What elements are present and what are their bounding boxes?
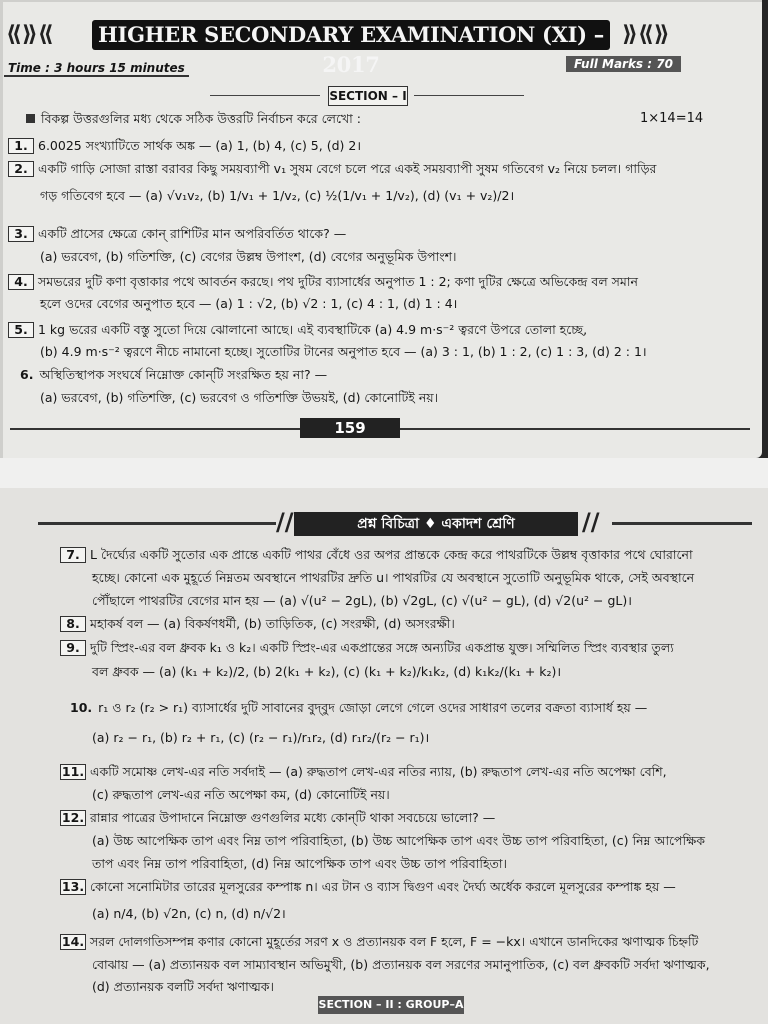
question-5: 5. 1 kg ভরের একটি বস্তু সুতো দিয়ে ঝোলানো আছে। এই ব্যবস্থাটিকে (a) 4.9 m·s⁻² ত্বরণে উপরে তোলা হচ্ছে, xyxy=(8,318,587,341)
question-5-options: (b) 4.9 m·s⁻² ত্বরণে নীচে নামানো হচ্ছে। সুতোটির টানের অনুপাত হবে — (a) 3 : 1, (b) 1 : 2, (c) 1 : 3, (d) 2 : 1। xyxy=(40,344,647,359)
question-7-line2: হচ্ছে। কোনো এক মুহূর্তে নিম্নতম অবস্থানে পাথরটির দ্রুতি u। পাথরটির যে অবস্থানে সুতোটি অনুভূমিক থাকে, সেই অবস্থানে xyxy=(92,570,695,585)
question-8: 8. মহাকর্ষ বল — (a) বিকর্ষণধর্মী, (b) তাড়িতিক, (c) সংরক্ষী, (d) অসংরক্ষী। xyxy=(60,612,455,635)
question-1: 1. 6.0025 সংখ্যাটিতে সার্থক অঙ্ক — (a) 1, (b) 4, (c) 5, (d) 2। xyxy=(8,134,361,157)
question-14: 14. সরল দোলগতিসম্পন্ন কণার কোনো মুহূর্তের সরণ x ও প্রত্যানয়ক বল F হলে, F = −kx। এখানে ডানদিকের ঋণাত্মক চিহ্নটি xyxy=(61,934,699,949)
question-6: 6. অস্থিতিস্থাপক সংঘর্ষে নিম্নোক্ত কোন্‌টি সংরক্ষিত হয় না? — xyxy=(20,367,328,382)
book-header: প্রশ্ন বিচিত্রা ♦ একাদশ শ্রেণি xyxy=(294,512,578,536)
question-7-options: পৌঁছালে পাথরটির বেগের মান হয় — (a) √(u² − 2gL), (b) √2gL, (c) √(u² − gL), (d) √2(u² − gL)। xyxy=(92,593,632,608)
question-3: 3. একটি প্রাসের ক্ষেত্রে কোন্ রাশিটির মান অপরিবর্তিত থাকে? — xyxy=(8,222,346,245)
ornament-right-icon: ⟫⟪⟫ xyxy=(622,22,670,47)
question-14-line2: বোঝায় — (a) প্রত্যানয়ক বল সাম্যাবস্থান অভিমুখী, (b) প্রত্যানয়ক বল সরণের সমানুপাতিক, (c) বল ধ্রুবকটি সর্বদা ঋণাত্মক, xyxy=(92,957,710,972)
question-9-options: বল ধ্রুবক — (a) (k₁ + k₂)/2, (b) 2(k₁ + k₂), (c) (k₁ + k₂)/k₁k₂, (d) k₁k₂/(k₁ + k₂)। xyxy=(92,664,562,679)
page-number-rule xyxy=(10,428,300,430)
question-3-options: (a) ভরবেগ, (b) গতিশক্তি, (c) বেগের উল্লম্ব উপাংশ, (d) বেগের অনুভূমিক উপাংশ। xyxy=(40,249,457,264)
full-marks-label: Full Marks : 70 xyxy=(566,56,681,72)
question-11-options: (c) রুদ্ধতাপ লেখ-এর নতি অপেক্ষা কম, (d) কোনোটিই নয়। xyxy=(92,787,390,802)
time-label: Time : 3 hours 15 minutes xyxy=(4,61,189,77)
question-14-line3: (d) প্রত্যানয়ক বলটি সর্বদা ঋণাত্মক। xyxy=(92,979,274,994)
question-13: 13. কোনো সনোমিটার তারের মূলসুরের কম্পাঙ্ক n। এর টান ও ব্যাস দ্বিগুণ এবং দৈর্ঘ্য অর্ধেক করলে মূলসুরের কম্পাঙ্ক হয় — xyxy=(61,879,676,894)
section-label: SECTION – I xyxy=(328,86,408,106)
question-12: 12. রান্নার পাত্রের উপাদানে নিম্নোক্ত গুণগুলির মধ্যে কোন্‌টি থাকা সবচেয়ে ভালো? — xyxy=(61,810,496,825)
slash-icon: // xyxy=(276,508,294,536)
ornament-left-icon: ⟪⟫⟪ xyxy=(6,22,54,47)
question-7: 7. L দৈর্ঘ্যের একটি সুতোর এক প্রান্তে একটি পাথর বেঁধে ওর অপর প্রান্তকে কেন্দ্র করে পাথরটিকে উল্লম্ব বৃত্তাকার পথে ঘোরানো xyxy=(60,543,693,566)
header-rule xyxy=(38,522,276,525)
exam-title: HIGHER SECONDARY EXAMINATION (XI) – 2017 xyxy=(92,20,610,50)
question-2: 2. একটি গাড়ি সোজা রাস্তা বরাবর কিছু সময়ব্যাপী v₁ সুষম বেগে চলে পরে একই সময়ব্যাপী সুষম গতিবেগ v₂ নিয়ে চলল। গাড়ির xyxy=(8,157,656,180)
question-12-line2: (a) উচ্চ আপেক্ষিক তাপ এবং নিম্ন তাপ পরিবাহিতা, (b) উচ্চ আপেক্ষিক তাপ এবং উচ্চ তাপ পরিবাহিতা, (c) নিম্ন আপেক্ষিক xyxy=(92,833,705,848)
question-11: 11. একটি সমোষ্ণ লেখ-এর নতি সর্বদাই — (a) রুদ্ধতাপ লেখ-এর নতির ন্যায়, (b) রুদ্ধতাপ লেখ-এর নতি অপেক্ষা বেশি, xyxy=(61,764,667,779)
question-10-options: (a) r₂ − r₁, (b) r₂ + r₁, (c) (r₂ − r₁)/r₁r₂, (d) r₁r₂/(r₂ − r₁)। xyxy=(92,730,430,745)
question-13-options: (a) n/4, (b) √2n, (c) n, (d) n/√2। xyxy=(92,906,286,921)
header-rule xyxy=(612,522,752,525)
divider xyxy=(210,95,320,96)
question-4-options: হলে ওদের বেগের অনুপাত হবে — (a) 1 : √2, (b) √2 : 1, (c) 4 : 1, (d) 1 : 4। xyxy=(40,296,458,311)
instruction: বিকল্প উত্তরগুলির মধ্য থেকে সঠিক উত্তরটি নির্বাচন করে লেখো : xyxy=(26,107,361,130)
question-4: 4. সমভরের দুটি কণা বৃত্তাকার পথে আবর্তন করছে। পথ দুটির ব্যাসার্ধের অনুপাত 1 : 2; কণা দুটির ক্ষেত্রে অভিকেন্দ্র বল সমান xyxy=(8,270,638,293)
page-gap xyxy=(0,458,768,488)
page-number-rule xyxy=(400,428,750,430)
question-12-line3: তাপ এবং নিম্ন তাপ পরিবাহিতা, (d) নিম্ন আপেক্ষিক তাপ এবং উচ্চ তাপ পরিবাহিতা। xyxy=(92,856,507,871)
marks-label: 1×14=14 xyxy=(640,111,704,126)
question-6-options: (a) ভরবেগ, (b) গতিশক্তি, (c) ভরবেগ ও গতিশক্তি উভয়ই, (d) কোনোটিই নয়। xyxy=(40,390,439,405)
question-2-options: গড় গতিবেগ হবে — (a) √v₁v₂, (b) 1/v₁ + 1/v₂, (c) ½(1/v₁ + 1/v₂), (d) (v₁ + v₂)/2। xyxy=(40,188,515,203)
bullet-icon xyxy=(26,114,35,123)
divider xyxy=(414,95,524,96)
question-10: 10. r₁ ও r₂ (r₂ > r₁) ব্যাসার্ধের দুটি সাবানের বুদ্‌বুদ জোড়া লেগে গেলে ওদের সাধারণ তলের বক্রতা ব্যাসার্ধ হয় — xyxy=(70,700,648,715)
slash-icon: // xyxy=(582,508,600,536)
question-9: 9. দুটি স্প্রিং-এর বল ধ্রুবক k₁ ও k₂। একটি স্প্রিং-এর একপ্রান্তের সঙ্গে অন্যটির একপ্রান্ত যুক্ত। সম্মিলিত স্প্রিং ব্যবস্থার তুল্য xyxy=(60,636,674,659)
page-number: 159 xyxy=(300,418,400,438)
section-2-label: SECTION – II : GROUP–A xyxy=(318,996,464,1014)
